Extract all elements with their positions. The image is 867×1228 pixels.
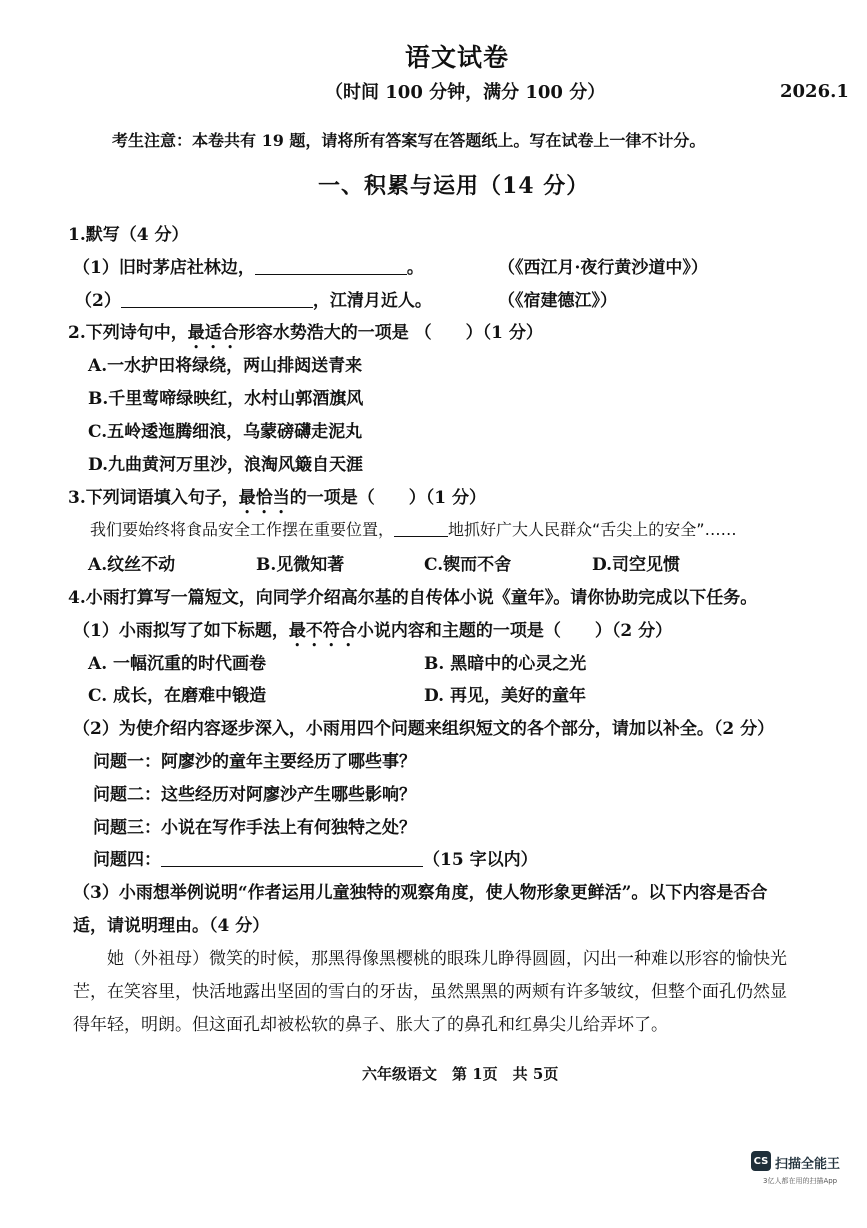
q1-item2-blank — [121, 291, 313, 308]
q2-stem — [68, 318, 543, 353]
q4-part2-question3: 问题三：小说在写作手法上有何独特之处？ — [93, 818, 416, 838]
q3-option-a: A.纹丝不动 — [88, 555, 176, 575]
q4-part1-option-c: C. 成长，在磨难中锻造 — [88, 686, 267, 706]
q1-item2-source: （《宿建德江》） — [498, 291, 617, 311]
q3-stem — [68, 483, 486, 518]
q4-part3-line2: 适，请说明理由。（4 分） — [73, 916, 270, 936]
q4-part2-question4 — [93, 845, 538, 870]
q2-stem-pre: 2.下列诗句中， — [68, 323, 188, 343]
q2-option-c: C.五岭逶迤腾细浪，乌蒙磅礴走泥丸 — [88, 422, 363, 442]
q1-item1-blank — [255, 258, 407, 275]
q4-part1-option-d: D. 再见，美好的童年 — [424, 686, 586, 706]
passage-line-3: 得年轻，明朗。但这面孔却被松软的鼻子、胀大了的鼻孔和红鼻尖儿给弄坏了。 — [73, 1015, 668, 1035]
q1-item1 — [73, 253, 424, 278]
q4-part2-question4-blank — [161, 850, 423, 867]
q4-part1-post: 小说内容和主题的一项是（ ）（2 分） — [356, 621, 673, 641]
passage-line-2: 芒，在笑容里，快活地露出坚固的雪白的牙齿，虽然黑黑的两颊有许多皱纹，但整个面孔仍然显 — [73, 982, 787, 1002]
scanner-tagline: 3亿人都在用的扫描App — [763, 1177, 838, 1185]
q3-option-b: B.见微知著 — [256, 555, 345, 575]
q2-stem-emphasis: 最适合 — [187, 323, 239, 343]
q4-part2-question4-suffix: （15 字以内） — [423, 850, 538, 870]
q1-stem: 1.默写（4 分） — [68, 225, 189, 245]
page-title: 语文试卷 — [405, 43, 510, 72]
q3-option-c: C.锲而不舍 — [424, 555, 512, 575]
q3-sentence-blank — [394, 520, 448, 537]
passage-line-1: 她（外祖母）微笑的时候，那黑得像黑樱桃的眼珠儿睁得圆圆，闪出一种难以形容的愉快光 — [73, 949, 787, 969]
q1-item1-suffix: 。 — [406, 258, 424, 278]
q4-part1-option-b: B. 黑暗中的心灵之光 — [424, 654, 587, 674]
q4-part2-question2: 问题二：这些经历对阿廖沙产生哪些影响？ — [93, 785, 416, 805]
q1-item1-source: （《西江月·夜行黄沙道中》） — [498, 258, 708, 278]
scanner-app-name: 扫描全能王 — [775, 1157, 841, 1172]
q1-item2-prefix: （2） — [75, 291, 121, 311]
q3-stem-emphasis: 最恰当 — [238, 488, 290, 508]
q4-part1-stem — [73, 616, 672, 651]
q2-option-b: B.千里莺啼绿映红，水村山郭酒旗风 — [88, 389, 364, 409]
section-title: 一、积累与运用（14 分） — [318, 173, 590, 199]
q2-stem-post: 形容水势浩大的一项是 （ ）（1 分） — [238, 323, 543, 343]
q3-sentence-post: 地抓好广大人民群众“舌尖上的安全”…… — [448, 520, 737, 539]
exam-notice: 考生注意：本卷共有 19 题，请将所有答案写在答题纸上。写在试卷上一律不计分。 — [112, 131, 706, 150]
q4-stem: 4.小雨打算写一篇短文，向同学介绍高尔基的自传体小说《童年》。请你协助完成以下任务。 — [68, 588, 758, 608]
q1-item1-prefix: （1）旧时茅店社林边， — [73, 258, 255, 278]
q1-item2-suffix: ，江清月近人。 — [312, 291, 432, 311]
q1-item2 — [75, 286, 432, 311]
q2-option-d: D.九曲黄河万里沙，浪淘风簸自天涯 — [88, 455, 364, 475]
q4-part2-question1: 问题一：阿廖沙的童年主要经历了哪些事？ — [93, 752, 416, 772]
exam-subtitle: （时间 100 分钟，满分 100 分） — [325, 82, 606, 103]
q4-part2-stem: （2）为使介绍内容逐步深入，小雨用四个问题来组织短文的各个部分，请加以补全。（2 分） — [73, 719, 775, 739]
q3-sentence-pre: 我们要始终将食品安全工作摆在重要位置， — [90, 520, 395, 539]
q4-part3-line1: （3）小雨想举例说明“作者运用儿童独特的观察角度，使人物形象更鲜活”。以下内容是否合 — [73, 883, 768, 903]
q4-part2-question4-prefix: 问题四： — [93, 850, 161, 870]
q3-option-d: D.司空见惯 — [592, 555, 681, 575]
q3-stem-post: 的一项是（ ）（1 分） — [289, 488, 486, 508]
exam-date: 2026.1 — [780, 81, 849, 102]
q4-part1-pre: （1）小雨拟写了如下标题， — [73, 621, 289, 641]
q4-part1-option-a: A. 一幅沉重的时代画卷 — [88, 654, 267, 674]
q3-sentence — [90, 517, 737, 540]
q3-stem-pre: 3.下列词语填入句子， — [68, 488, 239, 508]
scanner-logo-icon: CS — [751, 1151, 771, 1171]
page-footer: 六年级语文 第 1页 共 5页 — [362, 1065, 559, 1083]
q4-part1-emphasis: 最不符合 — [288, 621, 357, 641]
q2-option-a: A.一水护田将绿绕，两山排闼送青来 — [88, 356, 363, 376]
